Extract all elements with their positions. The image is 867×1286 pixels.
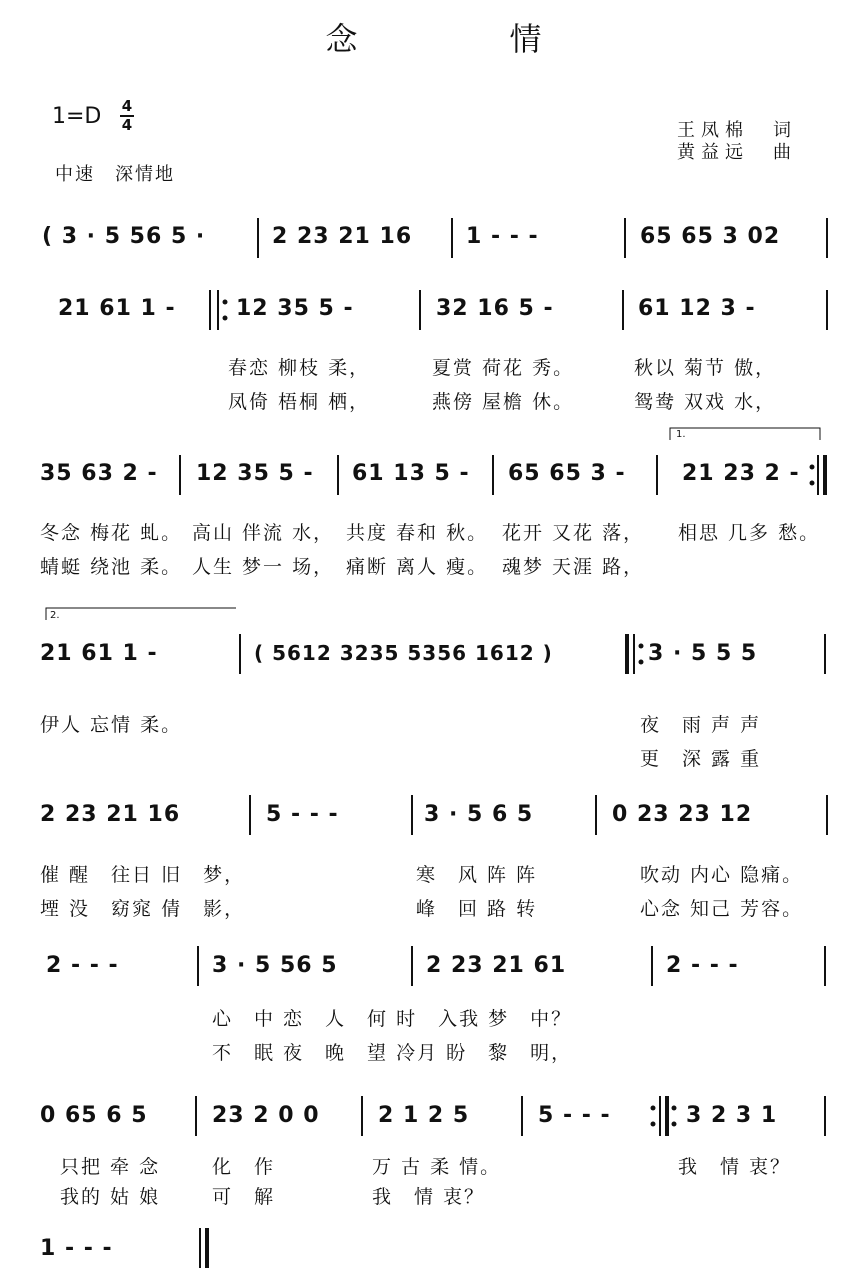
lyric: 我 情 衷？ xyxy=(372,1186,486,1208)
measure-notes: 2 23 21 16 xyxy=(40,802,181,827)
lyric: 只把 牵 念 xyxy=(60,1156,161,1178)
lyric: 高山 伴流 水， xyxy=(192,522,335,544)
lyric: 凤倚 梧桐 栖， xyxy=(228,391,371,413)
lyric: 燕傍 屋檐 休。 xyxy=(432,391,575,413)
lyric: 万 古 柔 情。 xyxy=(372,1156,502,1178)
lyric: 秋以 菊节 傲， xyxy=(634,357,777,379)
lyric: 我的 姑 娘 xyxy=(60,1186,161,1208)
lyric: 冬念 梅花 虬。 xyxy=(40,522,183,544)
lyric: 花开 又花 落， xyxy=(502,522,645,544)
key-signature: 1=D xyxy=(52,104,102,129)
lyric: 人生 梦一 场， xyxy=(192,556,335,578)
measure-notes: 0 65 6 5 xyxy=(40,1103,148,1128)
measure-notes: 2 23 21 16 xyxy=(272,224,413,249)
song-title: 念 情 xyxy=(325,20,602,58)
lyric: 化 作 xyxy=(212,1156,276,1178)
measure-notes: 21 23 2 - xyxy=(682,461,800,486)
measure-notes: 65 65 3 02 xyxy=(640,224,781,249)
measure-notes: 32 16 5 - xyxy=(436,296,554,321)
composer-credit: 黄益远 曲 xyxy=(677,142,797,163)
measure-notes: 3 · 5 6 5 xyxy=(424,802,534,827)
lyric: 鸳鸯 双戏 水， xyxy=(634,391,777,413)
measure-notes: 61 12 3 - xyxy=(638,296,756,321)
volta-1-label: 1. xyxy=(676,429,686,440)
lyric: 魂梦 天涯 路， xyxy=(502,556,645,578)
lyric: 峰 回 路 转 xyxy=(416,898,538,920)
measure-notes: 12 35 5 - xyxy=(236,296,354,321)
lyric: 我 情 衷？ xyxy=(678,1156,792,1178)
measure-notes: 61 13 5 - xyxy=(352,461,470,486)
tempo-marking: 中速 深情地 xyxy=(55,164,175,185)
measure-notes: 2 23 21 61 xyxy=(426,953,567,978)
volta-2-label: 2. xyxy=(50,610,60,621)
measure-notes: 12 35 5 - xyxy=(196,461,314,486)
measure-notes: 5 - - - xyxy=(538,1103,611,1128)
lyric: 寒 风 阵 阵 xyxy=(416,864,538,886)
measure-notes: 23 2 0 0 xyxy=(212,1103,320,1128)
lyric: 催 醒 往日 旧 梦， xyxy=(40,864,246,886)
measure-notes: 1 - - - xyxy=(466,224,539,249)
lyric: 春恋 柳枝 柔， xyxy=(228,357,371,379)
lyric: 堙 没 窈窕 倩 影， xyxy=(40,898,246,920)
measure-notes: 2 1 2 5 xyxy=(378,1103,470,1128)
lyric: 共度 春和 秋。 xyxy=(346,522,489,544)
measure-notes: 3 · 5 56 5 xyxy=(212,953,338,978)
lyric: 心 中 恋 人 何 时 入我 梦 中？ xyxy=(212,1008,573,1030)
measure-notes: 1 - - - xyxy=(40,1236,113,1261)
measure-notes: 35 63 2 - xyxy=(40,461,158,486)
lyric: 夏赏 荷花 秀。 xyxy=(432,357,575,379)
lyric: 伊人 忘情 柔。 xyxy=(40,714,183,736)
lyric: 吹动 内心 隐痛。 xyxy=(640,864,804,886)
lyricist-credit: 王凤棉 词 xyxy=(677,120,797,141)
measure-notes: ( 3 · 5 56 5 · xyxy=(42,224,206,249)
time-signature-top: 4 xyxy=(121,97,133,115)
lyric: 更 深 露 重 xyxy=(640,748,762,770)
measure-notes: ( 5612 3235 5356 1612 ) xyxy=(254,641,553,665)
lyric: 相思 几多 愁。 xyxy=(678,522,821,544)
time-signature-bottom: 4 xyxy=(121,116,133,134)
measure-notes: 2 - - - xyxy=(46,953,119,978)
measure-notes: 65 65 3 - xyxy=(508,461,626,486)
lyric: 蜻蜓 绕池 柔。 xyxy=(40,556,183,578)
lyric: 不 眠 夜 晚 望 冷月 盼 黎 明， xyxy=(212,1042,573,1064)
measure-notes: 3 · 5 5 5 xyxy=(648,641,758,666)
measure-notes: 21 61 1 - xyxy=(40,641,158,666)
measure-notes: 2 - - - xyxy=(666,953,739,978)
measure-notes: 21 61 1 - xyxy=(58,296,176,321)
measure-notes: 0 23 23 12 xyxy=(612,802,753,827)
lyric: 痛断 离人 瘦。 xyxy=(346,556,489,578)
measure-notes: 3 2 3 1 xyxy=(686,1103,778,1128)
lyric: 夜 雨 声 声 xyxy=(640,714,762,736)
lyric: 可 解 xyxy=(212,1186,276,1208)
lyric: 心念 知己 芳容。 xyxy=(640,898,804,920)
measure-notes: 5 - - - xyxy=(266,802,339,827)
